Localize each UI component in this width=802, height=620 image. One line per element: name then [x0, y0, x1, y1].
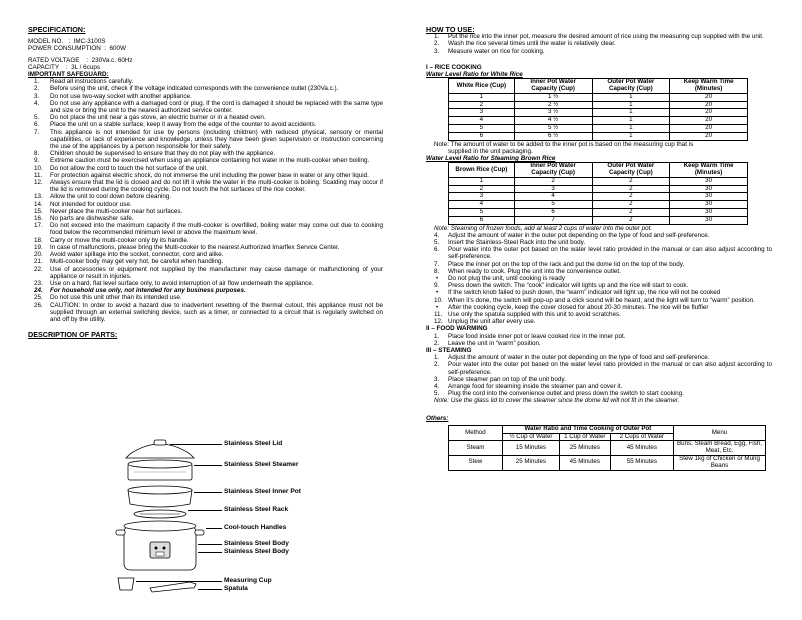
- steaming-item: [426, 376, 772, 383]
- table-cell: 20: [670, 117, 748, 125]
- list-item-text: Always ensure that the lid is closed and do not lift it while the water in the multi-cooker is boiling. Scalding may occur if the lid is removed during the cooking cycle. Do not touch the hot surfaces of the rice cooker.: [50, 179, 383, 194]
- table-cell: 2 ½: [514, 101, 592, 109]
- list-item-text: Do not place the unit near a gas stove, an electric burner or in a heated oven.: [50, 114, 266, 122]
- table-cell: Stew 1kg of Chicken or Mung Beans: [674, 456, 766, 471]
- list-item-text: Do not exceed into the maximum capacity if the multi-cooker is overfilled, boiling water may come out due to cooking food below the recommended minimum level or above the maximum level.: [50, 222, 383, 237]
- steaming-title: III – STEAMING: [426, 347, 472, 355]
- others-title: Others:: [426, 414, 449, 422]
- brown-col-outer: Outer Pot Water Capacity (Cup): [592, 163, 670, 178]
- howto-item: [426, 33, 772, 40]
- rice-step-item: [426, 297, 772, 304]
- rice-cooker-illustration: [110, 438, 210, 598]
- table-cell: 45 Minutes: [610, 441, 673, 456]
- list-item-number: 14.: [34, 200, 43, 208]
- howto-item: [426, 48, 772, 55]
- table-cell: 2: [592, 193, 670, 201]
- safeguard-item: [28, 287, 383, 294]
- list-item-text: Allow the unit to cool down before cleaning.: [50, 193, 172, 201]
- lid-shape: [126, 444, 194, 458]
- brown-rice-note: Note: Steaming of frozen foods, add at least 2 cups of water into the outer pot.: [434, 224, 653, 232]
- safeguard-item: [28, 258, 383, 265]
- list-item-number: 9.: [434, 282, 440, 290]
- list-item-number: 18.: [34, 236, 43, 244]
- table-cell: 30: [670, 208, 748, 216]
- list-item-text: Never place the multi-cooker near hot surfaces.: [50, 207, 183, 215]
- list-item-text: Place the inner pot on the top of the rack and put the dome lid on the top of the body.: [448, 260, 685, 268]
- table-cell: 20: [670, 125, 748, 133]
- table-cell: 25 Minutes: [502, 456, 559, 471]
- safeguard-item: [28, 85, 383, 92]
- others-col-half-cup: ½ Cup of Water: [502, 433, 559, 441]
- safeguard-item: [28, 280, 383, 287]
- list-item-text: Press down the switch. The “cook” indicator will lights up and the rice will start to cook.: [448, 282, 689, 290]
- list-item-text: Extreme caution must be exercised when using an appliance containing hot water in the multi-cooker when boiling.: [50, 157, 370, 165]
- spec-model: MODEL NO. : IMC-3100S: [28, 38, 106, 46]
- list-item-number: •: [436, 289, 439, 297]
- white-rice-note: [426, 141, 772, 155]
- table-cell: 2: [592, 185, 670, 193]
- table-cell: 1: [592, 101, 670, 109]
- list-item-number: 4.: [434, 383, 440, 391]
- list-item-text: For protection against electric shock, do not immerse the unit including the power base in water or any other liquid.: [50, 171, 369, 179]
- list-item-text: Pour water into the outer pot based on the water level ratio provided in the manual or can also adjust according to self-preference.: [448, 361, 772, 376]
- list-item-text: When it’s done, the switch will pop-up and a click sound will be heard, and the light will turn to “warm” position.: [448, 296, 755, 304]
- list-item-text: Do not use this unit other than its intended use.: [50, 294, 182, 302]
- leader-line: [198, 552, 222, 553]
- brown-rice-row: [449, 216, 748, 224]
- table-cell: 20: [670, 132, 748, 140]
- rice-cooking-title: I – RICE COOKING: [426, 63, 482, 71]
- rice-step-item: [426, 275, 772, 282]
- list-item-number: 2.: [434, 339, 440, 347]
- right-column: [426, 26, 772, 471]
- table-cell: 30: [670, 193, 748, 201]
- safeguard-item: [28, 150, 383, 157]
- others-col-method: Method: [449, 425, 503, 441]
- list-item-number: 4.: [434, 231, 440, 239]
- list-item-number: 12.: [34, 179, 43, 187]
- leader-line: [206, 528, 222, 529]
- table-cell: 1: [592, 132, 670, 140]
- list-item-number: 5.: [434, 390, 440, 398]
- list-item-number: 1.: [34, 78, 40, 86]
- list-item-number: 3.: [434, 375, 440, 383]
- table-cell: 5 ½: [514, 125, 592, 133]
- brown-rice-row: [449, 193, 748, 201]
- leader-line: [188, 510, 222, 511]
- table-cell: 25 Minutes: [559, 441, 610, 456]
- table-cell: 3: [514, 185, 592, 193]
- rice-step-item: [426, 318, 772, 325]
- part-label-inner-pot: Stainless Steel Inner Pot: [224, 488, 301, 495]
- list-item-number: 2.: [34, 85, 40, 93]
- table-cell: 3 ½: [514, 109, 592, 117]
- table-cell: 30: [670, 216, 748, 224]
- list-item-number: 5.: [434, 238, 440, 246]
- list-item-number: 6.: [434, 246, 440, 254]
- part-label-lid: Stainless Steel Lid: [224, 440, 283, 447]
- rice-step-item: [426, 304, 772, 311]
- list-item-text: CAUTION: In order to avoid a hazard due to inadvertent resetting of the thermal cutout, this appliance must not be supplied through an external switching device, such as a timer, or connected to a circuit that is regularly switched on and off by the utility.: [50, 301, 383, 323]
- safeguard-item: [28, 215, 383, 222]
- brown-col-inner: Inner Pot Water Capacity (Cup): [514, 163, 592, 178]
- table-cell: 2: [449, 101, 515, 109]
- safeguard-item: [28, 114, 383, 121]
- list-item-number: 16.: [34, 215, 43, 223]
- list-item-text: Before using the unit, check if the voltage indicated corresponds with the convenience outlet (230Va.c.).: [50, 85, 339, 93]
- white-col-inner: Inner Pot Water Capacity (Cup): [514, 79, 592, 94]
- brown-rice-row: [449, 177, 748, 185]
- list-item-text: If the switch knob failed to push down, the “warm” indicator will light up, the rice will not be cooked: [448, 289, 721, 297]
- brown-col-warm: Keep Warm Time (Minutes): [670, 163, 748, 178]
- steaming-note: Note: Use the glass lid to cover the steamer since the dome lid will not fit in the steamer.: [434, 397, 680, 405]
- white-rice-note-line1: Note: The amount of water to be added to the inner pot is based on the measuring cup that is: [434, 140, 694, 148]
- list-item-number: 9.: [34, 157, 40, 165]
- list-item-text: Plug the cord into the convenience outlet and press down the switch to start cooking.: [448, 390, 684, 398]
- handle-right: [195, 530, 204, 535]
- list-item-text: Not intended for outdoor use.: [50, 200, 132, 208]
- table-cell: 1: [592, 109, 670, 117]
- steaming-list: [426, 354, 772, 397]
- white-rice-row: [449, 93, 748, 101]
- others-row: [449, 441, 766, 456]
- list-item-text: Do not allow the cord to touch the hot surface of the unit.: [50, 164, 208, 172]
- others-table: [448, 425, 766, 471]
- list-item-text: Put the rice into the inner pot, measure the desired amount of rice using the measuring cup supplied with the unit.: [448, 33, 764, 41]
- list-item-number: 1.: [434, 332, 440, 340]
- list-item-number: 24.: [34, 287, 43, 295]
- list-item-text: For household use only, not intended for any business purposes.: [50, 287, 246, 295]
- list-item-text: Pour water into the outer pot based on the water level ratio provided in the manual or can also adjust according to self-preference.: [448, 246, 772, 261]
- list-item-text: No parts are dishwasher safe.: [50, 215, 134, 223]
- part-label-measuring-cup: Measuring Cup: [224, 577, 272, 584]
- handle-left: [116, 530, 125, 535]
- part-label-rack: Stainless Steel Rack: [224, 506, 289, 513]
- table-cell: 5: [449, 208, 515, 216]
- rice-step-item: [426, 239, 772, 246]
- food-warming-title: II – FOOD WARMING: [426, 325, 488, 333]
- spec-power: POWER CONSUMPTION : 600W: [28, 45, 126, 53]
- list-item-number: 1.: [434, 354, 440, 362]
- parts-title: DESCRIPTION OF PARTS:: [28, 330, 118, 340]
- table-cell: 2: [592, 201, 670, 209]
- rice-step-item: [426, 232, 772, 239]
- table-cell: 1: [449, 177, 515, 185]
- brown-rice-row: [449, 185, 748, 193]
- brown-col-rice: Brown Rice (Cup): [449, 163, 515, 178]
- howto-title: HOW TO USE:: [426, 25, 475, 34]
- steaming-item: [426, 383, 772, 390]
- list-item-text: When ready to cook. Plug the unit into the convenience outlet.: [448, 267, 621, 275]
- list-item-text: Use of accessories or equipment not supplied by the manufacturer may cause damage or malfunctioning of your appliance or result in injuries.: [50, 265, 383, 280]
- list-item-text: Adjust the amount of water in the outer pot depending on the type of food and self-preference.: [448, 354, 710, 362]
- list-item-number: 2.: [434, 40, 440, 48]
- leader-line: [198, 589, 222, 590]
- steaming-item: [426, 390, 772, 397]
- safeguard-item: [28, 179, 383, 193]
- table-cell: Buns, Steam Bread, Egg, Fish, Meat, Etc.: [674, 441, 766, 456]
- list-item-text: Avoid water spillage into the socket, connector, cord and alike.: [50, 251, 224, 259]
- brown-rice-row: [449, 208, 748, 216]
- white-rice-row: [449, 101, 748, 109]
- safeguard-item: [28, 100, 383, 114]
- table-cell: 20: [670, 109, 748, 117]
- others-col-menu: Menu: [674, 425, 766, 441]
- list-item-number: 11.: [434, 311, 443, 319]
- list-item-number: 15.: [34, 207, 43, 215]
- list-item-text: Place steamer pan on top of the unit body.: [448, 375, 566, 383]
- list-item-text: Use only the spatula supplied with this unit to avoid scratches.: [448, 311, 621, 319]
- list-item-text: Multi-cooker body may get very hot, be careful when handling.: [50, 258, 224, 266]
- list-item-number: 10.: [434, 296, 443, 304]
- table-cell: 2: [514, 177, 592, 185]
- white-col-outer: Outer Pot Water Capacity (Cup): [592, 79, 670, 94]
- list-item-number: 1.: [434, 33, 440, 41]
- safeguard-item: [28, 244, 383, 251]
- table-cell: 7: [514, 216, 592, 224]
- table-cell: 45 Minutes: [559, 456, 610, 471]
- table-cell: 6 ½: [514, 132, 592, 140]
- table-cell: 5: [449, 125, 515, 133]
- list-item-text: Place food inside inner pot or leave cooked rice in the inner pot.: [448, 332, 626, 340]
- white-rice-row: [449, 125, 748, 133]
- table-cell: 1: [449, 93, 515, 101]
- left-column: [28, 26, 383, 338]
- others-col-two-cups: 2 Cups of Water: [610, 433, 673, 441]
- spec-capacity: CAPACITY : 3L / 6cups: [28, 63, 100, 71]
- safeguard-item: [28, 172, 383, 179]
- safeguard-item: [28, 78, 383, 85]
- list-item-text: In case of malfunctions, please bring the Multi-cooker to the nearest Authorized Imarflex Service Center.: [50, 243, 340, 251]
- table-cell: 2: [592, 177, 670, 185]
- rice-steps-list: [426, 232, 772, 326]
- safeguard-item: [28, 121, 383, 128]
- table-cell: 4: [449, 117, 515, 125]
- table-cell: Stew: [449, 456, 503, 471]
- list-item-number: 23.: [34, 279, 43, 287]
- table-cell: 2: [592, 216, 670, 224]
- table-cell: 6: [449, 216, 515, 224]
- white-rice-row: [449, 132, 748, 140]
- table-cell: 5: [514, 201, 592, 209]
- white-rice-note-line2: supplied in the unit packaging.: [448, 147, 533, 155]
- part-label-handles: Cool-touch Handles: [224, 524, 287, 531]
- list-item-text: Unplug the unit after every use.: [448, 318, 536, 326]
- safeguard-item: [28, 193, 383, 200]
- list-item-text: Wash the rice several times until the water is relatively clear.: [448, 40, 616, 48]
- list-item-number: 26.: [34, 301, 43, 309]
- list-item-number: 4.: [34, 99, 40, 107]
- list-item-text: Place the unit on a stable surface; keep it away from the edge of the counter to avoid accidents.: [50, 121, 317, 129]
- part-label-spatula: Spatula: [224, 585, 248, 592]
- brown-rice-table-title: Water Level Ratio for Steaming Brown Rice: [426, 155, 556, 162]
- spec-title: SPECIFICATION:: [28, 25, 86, 34]
- table-cell: 30: [670, 177, 748, 185]
- others-col-one-cup: 1 Cup of Water: [559, 433, 610, 441]
- safeguard-item: [28, 266, 383, 280]
- rice-step-item: [426, 246, 772, 260]
- table-cell: 6: [514, 208, 592, 216]
- list-item-number: 13.: [34, 193, 43, 201]
- rice-step-item: [426, 268, 772, 275]
- safeguard-title: IMPORTANT SAFEGUARD:: [28, 71, 109, 79]
- list-item-text: Measure water on rice for cooking.: [448, 47, 545, 55]
- table-cell: 30: [670, 185, 748, 193]
- rice-step-item: [426, 282, 772, 289]
- list-item-text: Carry or move the multi-cooker only by its handle.: [50, 236, 189, 244]
- table-cell: 15 Minutes: [502, 441, 559, 456]
- safeguard-item: [28, 129, 383, 151]
- list-item-number: 2.: [434, 361, 440, 369]
- list-item-number: 17.: [34, 222, 43, 230]
- leader-line: [198, 544, 222, 545]
- list-item-number: 20.: [34, 251, 43, 259]
- white-rice-table-title: Water Level Ratio for White Rice: [426, 71, 523, 79]
- table-cell: 55 Minutes: [610, 456, 673, 471]
- rice-step-item: [426, 261, 772, 268]
- table-cell: 1: [592, 93, 670, 101]
- safeguard-item: [28, 208, 383, 215]
- safeguard-item: [28, 222, 383, 236]
- list-item-number: 11.: [34, 171, 43, 179]
- rice-step-item: [426, 289, 772, 296]
- brown-rice-row: [449, 201, 748, 209]
- table-cell: 1: [592, 117, 670, 125]
- list-item-text: Use on a hard, flat level surface only, to avoid interruption of air flow underneath the appliance.: [50, 279, 314, 287]
- list-item-text: After the cooking cycle, keep the cover closed for about 20-30 minutes. The rice will be fluffier: [448, 303, 709, 311]
- white-rice-row: [449, 117, 748, 125]
- list-item-number: 3.: [34, 92, 40, 100]
- safeguard-list: [28, 78, 383, 323]
- list-item-number: 7.: [434, 260, 440, 268]
- list-item-number: 7.: [34, 128, 40, 136]
- safeguard-item: [28, 302, 383, 324]
- howto-list: [426, 33, 772, 55]
- list-item-number: 22.: [34, 265, 43, 273]
- safeguard-item: [28, 165, 383, 172]
- table-cell: 3: [449, 109, 515, 117]
- list-item-text: Leave the unit in “warm” position.: [448, 339, 541, 347]
- table-cell: 2: [592, 208, 670, 216]
- safeguard-item: [28, 237, 383, 244]
- leader-line: [136, 581, 222, 582]
- list-item-number: 10.: [34, 164, 43, 172]
- list-item-number: •: [436, 303, 439, 311]
- rice-step-item: [426, 311, 772, 318]
- table-cell: 30: [670, 201, 748, 209]
- list-item-text: Do not use any appliance with a damaged cord or plug. If the cord is damaged it should be replaced with the same type and size or bring the unit to the nearest authorized service center.: [50, 99, 383, 115]
- list-item-text: Arrange food for steaming inside the steamer pan and cover it.: [448, 383, 623, 391]
- white-rice-table: [448, 78, 748, 140]
- others-col-group: Water Ratio and Time Cooking of Outer Pot: [502, 425, 673, 433]
- table-cell: Steam: [449, 441, 503, 456]
- leader-line: [194, 465, 222, 466]
- list-item-text: Do not use two-way socket with another appliance.: [50, 92, 192, 100]
- white-rice-row: [449, 109, 748, 117]
- warming-item: [426, 333, 772, 340]
- list-item-number: 21.: [34, 258, 43, 266]
- list-item-text: Read all instructions carefully.: [50, 78, 134, 86]
- list-item-text: Do not plug the unit, until cooking is ready: [448, 275, 565, 282]
- measuring-cup-shape: [118, 578, 134, 590]
- list-item-number: 8.: [34, 150, 40, 158]
- list-item-number: •: [436, 275, 439, 282]
- leader-line: [194, 492, 222, 493]
- safeguard-item: [28, 294, 383, 301]
- part-label-body-1: Stainless Steel Body: [224, 540, 289, 547]
- safeguard-item: [28, 201, 383, 208]
- howto-item: [426, 40, 772, 47]
- list-item-number: 5.: [34, 114, 40, 122]
- food-warming-list: [426, 333, 772, 347]
- list-item-text: Insert the Stainless-Steel Rack into the unit body.: [448, 238, 586, 246]
- warming-item: [426, 340, 772, 347]
- table-cell: 20: [670, 101, 748, 109]
- brown-rice-table: [448, 162, 748, 224]
- list-item-text: Adjust the amount of water in the outer pot depending on the type of food and self-preference.: [448, 231, 710, 239]
- table-cell: 1: [592, 125, 670, 133]
- steaming-item: [426, 361, 772, 375]
- list-item-number: 6.: [34, 121, 40, 129]
- safeguard-item: [28, 93, 383, 100]
- safeguard-item: [28, 251, 383, 258]
- table-cell: 4: [449, 201, 515, 209]
- safeguard-item: [28, 157, 383, 164]
- list-item-text: Children should be supervised to ensure that they do not play with the appliance.: [50, 150, 276, 158]
- list-item-text: This appliance is not intended for use by persons (including children) with reduced physical, sensory or mental capabilities, or lack of experience and knowledge, unless they have been given supervision or instruction concerning the use of the appliances by a person responsible for their safety.: [50, 128, 383, 151]
- list-item-number: 25.: [34, 294, 43, 302]
- steaming-item: [426, 354, 772, 361]
- list-item-number: 12.: [434, 318, 443, 326]
- table-cell: 3: [449, 193, 515, 201]
- table-cell: 4: [514, 193, 592, 201]
- list-item-number: 19.: [34, 243, 43, 251]
- table-cell: 4 ½: [514, 117, 592, 125]
- white-col-rice: White Rice (Cup): [449, 79, 515, 94]
- table-cell: 1 ½: [514, 93, 592, 101]
- white-col-warm: Keep Warm Time (Minutes): [670, 79, 748, 94]
- table-cell: 2: [449, 185, 515, 193]
- spatula-shape: [150, 582, 196, 592]
- list-item-number: 3.: [434, 47, 440, 55]
- spec-voltage: RATED VOLTAGE : 230Va.c. 60Hz: [28, 56, 133, 64]
- part-label-steamer: Stainless Steel Steamer: [224, 461, 299, 468]
- table-cell: 20: [670, 93, 748, 101]
- lid-knob: [154, 440, 166, 445]
- list-item-number: 8.: [434, 267, 440, 275]
- part-label-body-2: Stainless Steel Body: [224, 548, 289, 555]
- others-row: [449, 456, 766, 471]
- leader-line: [170, 444, 222, 445]
- table-cell: 6: [449, 132, 515, 140]
